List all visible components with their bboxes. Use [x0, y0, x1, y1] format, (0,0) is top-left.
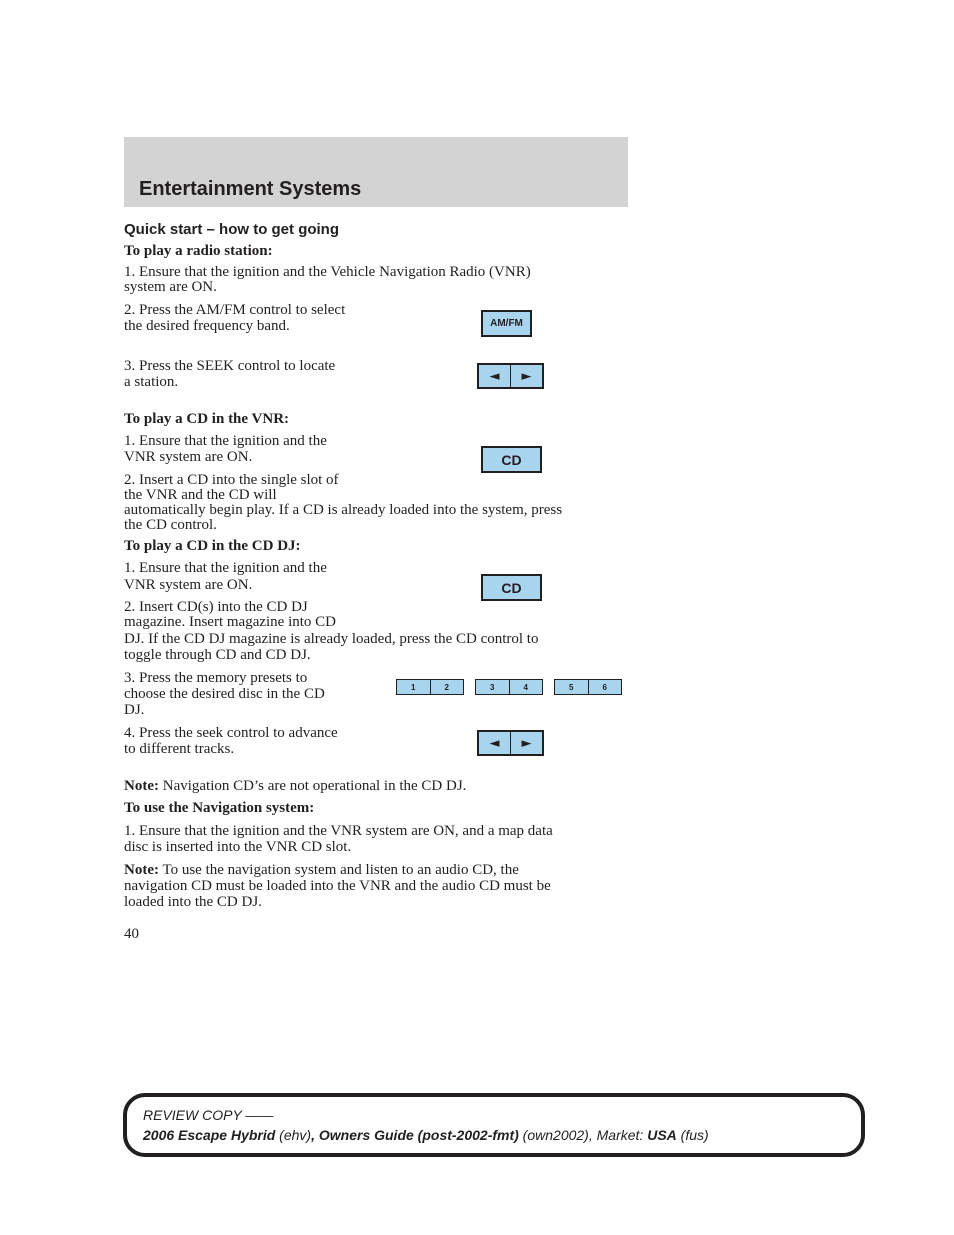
note-navigation-cd [124, 778, 466, 794]
preset-4: 4 [509, 680, 543, 694]
note-label: Note: [124, 862, 159, 878]
cd-dj-step3-line1: 3. Press the memory presets to [124, 670, 308, 686]
vnr-cd-heading: To play a CD in the VNR: [124, 411, 290, 427]
market-name: USA [647, 1127, 677, 1143]
vnr-cd-step2-line1: 2. Insert a CD into the single slot of [124, 472, 339, 488]
nav-step1-line1: 1. Ensure that the ignition and the VNR system are ON, and a map data [124, 823, 553, 839]
note-label: Note: [124, 778, 159, 794]
note-text: Navigation CD’s are not operational in the CD DJ. [158, 778, 467, 794]
cd-dj-step2-line1: 2. Insert CD(s) into the CD DJ [124, 599, 308, 615]
seek-right-icon: ► [510, 732, 542, 754]
preset-5: 5 [569, 682, 574, 692]
model-code: (ehv) [275, 1127, 312, 1143]
preset-buttons-1-2 [396, 679, 464, 695]
note-audio-cd-line2: navigation CD must be loaded into the VNR and the audio CD must be [124, 878, 551, 894]
review-copy-box [123, 1093, 865, 1157]
separator: , [311, 1127, 319, 1143]
cd-button-cd-dj: CD [481, 574, 542, 601]
vnr-cd-step1-line2: VNR system are ON. [124, 449, 253, 465]
vnr-cd-step2-line2: the VNR and the CD will [124, 487, 277, 503]
section-title: Entertainment Systems [139, 178, 362, 200]
cd-dj-step2-line3: DJ. If the CD DJ magazine is already loaded, press the CD control to [124, 631, 539, 647]
cd-dj-step4-line1: 4. Press the seek control to advance [124, 725, 338, 741]
market-label: , Market: [588, 1127, 648, 1143]
guide-name: Owners Guide (post-2002-fmt) [318, 1127, 519, 1143]
cd-dj-step1-line1: 1. Ensure that the ignition and the [124, 560, 327, 576]
guide-code: (own2002) [518, 1127, 589, 1143]
review-copy-label: REVIEW COPY —— [143, 1107, 274, 1123]
model-name: 2006 Escape Hybrid [143, 1127, 276, 1143]
cd-dj-step3-line3: DJ. [124, 702, 145, 718]
preset-3: 3 [490, 682, 495, 692]
vnr-cd-step1-line1: 1. Ensure that the ignition and the [124, 433, 327, 449]
vnr-cd-step2-line4: the CD control. [124, 517, 217, 533]
radio-step1-line1: 1. Ensure that the ignition and the Vehicle Navigation Radio (VNR) [124, 264, 531, 280]
radio-step2-line1: 2. Press the AM/FM control to select [124, 302, 346, 318]
cd-dj-step4-line2: to different tracks. [124, 741, 235, 757]
quick-start-subheading: Quick start – how to get going [124, 221, 340, 238]
cd-dj-step1-line2: VNR system are ON. [124, 577, 253, 593]
cd-dj-step2-line2: magazine. Insert magazine into CD [124, 614, 337, 630]
radio-step1-line2: system are ON. [124, 279, 217, 295]
radio-heading: To play a radio station: [124, 243, 273, 259]
preset-buttons-3-4 [475, 679, 543, 695]
note-audio-cd-line3: loaded into the CD DJ. [124, 894, 262, 910]
note-audio-cd-line1 [124, 862, 519, 878]
seek-control-cd-dj [477, 730, 544, 756]
seek-left-icon: ◄ [489, 735, 500, 751]
preset-2: 2 [430, 680, 464, 694]
cd-button-vnr: CD [481, 446, 542, 473]
radio-step2-line2: the desired frequency band. [124, 318, 290, 334]
cd-dj-step2-line4: toggle through CD and CD DJ. [124, 647, 311, 663]
radio-step3-line1: 3. Press the SEEK control to locate [124, 358, 336, 374]
preset-6: 6 [588, 680, 622, 694]
nav-step1-line2: disc is inserted into the VNR CD slot. [124, 839, 352, 855]
seek-control-radio [477, 363, 544, 389]
preset-buttons-5-6 [554, 679, 622, 695]
market-code: (fus) [676, 1127, 709, 1143]
preset-1: 1 [411, 682, 416, 692]
note-text: To use the navigation system and listen to an audio CD, the [158, 862, 519, 878]
nav-heading: To use the Navigation system: [124, 800, 315, 816]
seek-left-icon: ◄ [489, 368, 500, 384]
cd-dj-step3-line2: choose the desired disc in the CD [124, 686, 325, 702]
vnr-cd-step2-line3: automatically begin play. If a CD is already loaded into the system, press [124, 502, 563, 518]
seek-right-icon: ► [510, 365, 542, 387]
radio-step3-line2: a station. [124, 374, 179, 390]
document-identifier [143, 1127, 709, 1143]
cd-dj-heading: To play a CD in the CD DJ: [124, 538, 301, 554]
amfm-button: AM/FM [481, 310, 532, 337]
page-number: 40 [124, 926, 139, 942]
